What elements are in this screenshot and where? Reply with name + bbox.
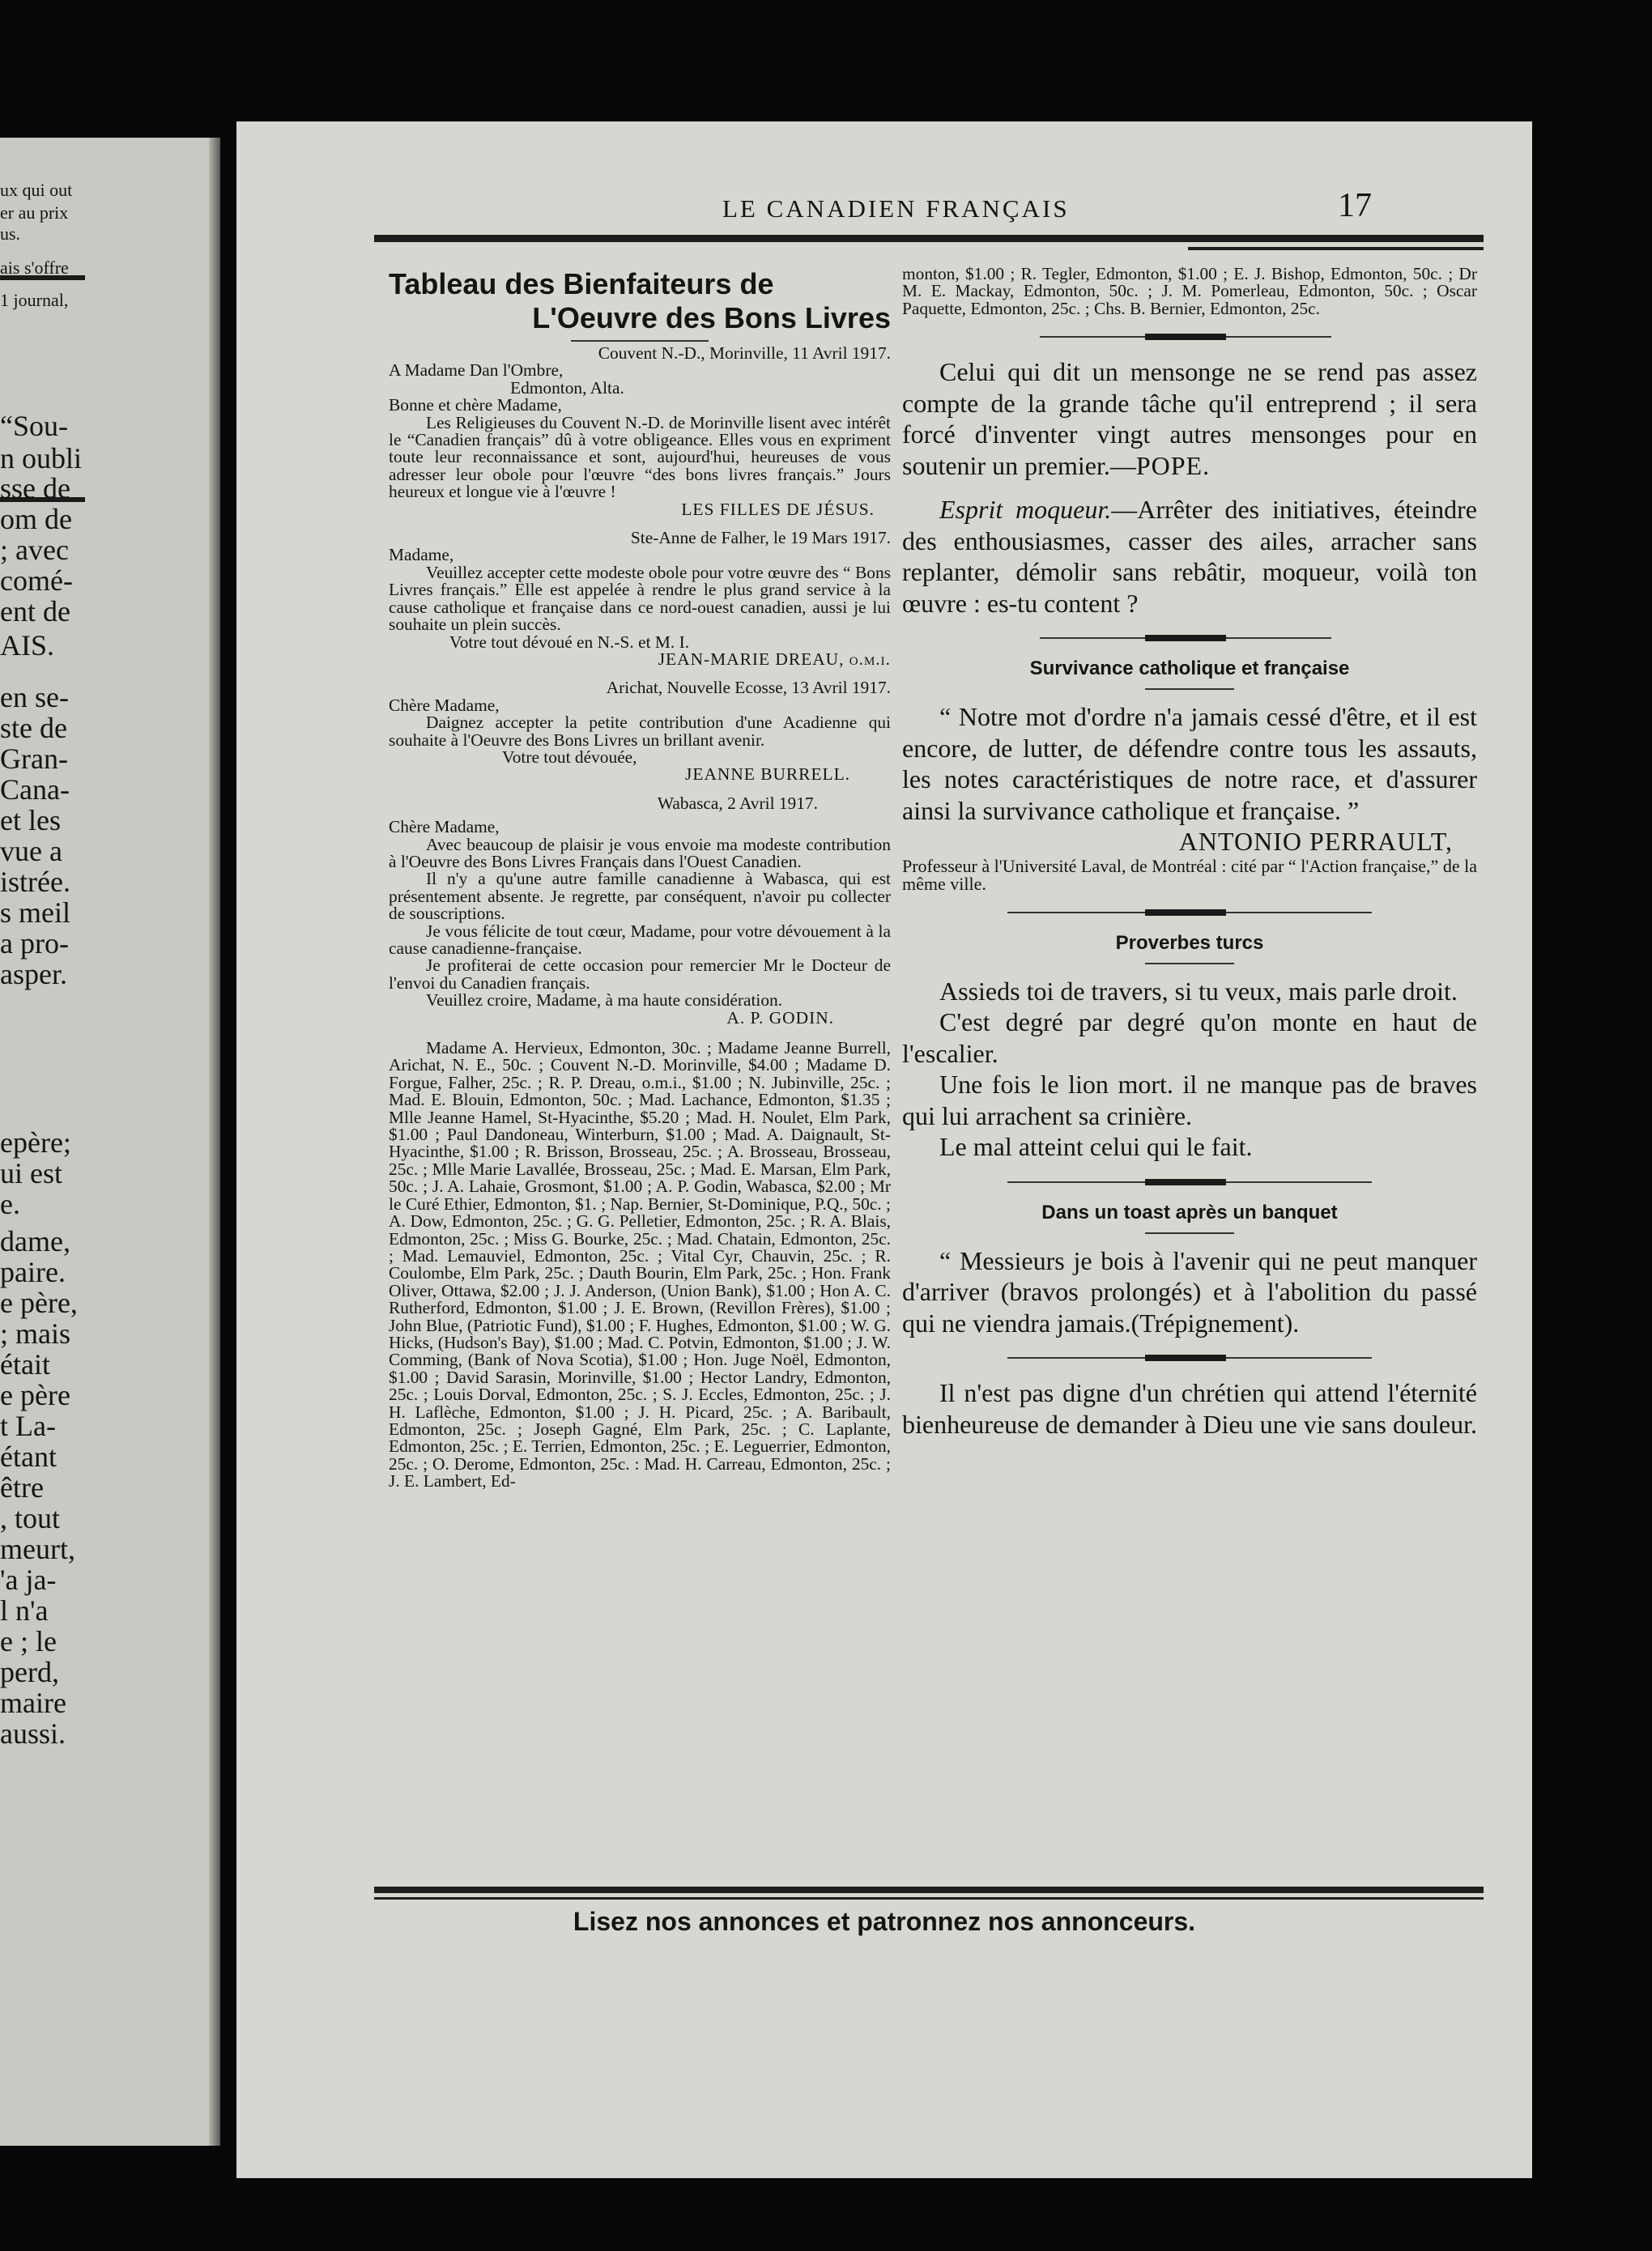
letter-signature: A. P. GODIN. xyxy=(726,1007,834,1028)
letter-place-date: Wabasca, 2 Avril 1917. xyxy=(657,793,818,813)
prev-page-line: a pro- xyxy=(0,927,69,960)
prev-page-line: l n'a xyxy=(0,1594,49,1627)
prev-page-line: s meil xyxy=(0,896,70,929)
subtitle-rule xyxy=(1145,688,1234,690)
prev-page-line: e père, xyxy=(0,1287,78,1319)
letter-salutation: Bonne et chère Madame, xyxy=(389,395,562,415)
prev-page-line: epère; xyxy=(0,1126,71,1159)
toast-text: “ Messieurs je bois à l'avenir qui ne peut manquer d'arriver (bravos prolongés) et à l'abolition du passé qui ne viendra jamais.(Trépignement). xyxy=(902,1245,1477,1338)
letter-paragraph: Veuillez croire, Madame, à ma haute considération. xyxy=(426,990,783,1011)
prev-page-line: Gran- xyxy=(0,743,68,775)
esprit-moqueur: Esprit moqueur.—Arrêter des initiatives, éteindre des enthousiasmes, casser des ailes, arracher sans replanter, démolir sans rebâtir, moqueur, voilà ton œuvre : es-tu content ? xyxy=(902,495,1478,618)
letter-closing: Votre tout dévoué en N.-S. et M. I. xyxy=(449,632,690,652)
prev-page-line: 1 journal, xyxy=(0,290,69,310)
section-title-survivance: Survivance catholique et française xyxy=(1029,657,1350,680)
letter-signature: JEAN-MARIE DREAU, o.m.i. xyxy=(658,649,891,669)
prev-page-line: , tout xyxy=(0,1502,61,1534)
section-divider xyxy=(902,332,1477,342)
prev-page-line: e ; le xyxy=(0,1625,57,1657)
title-rule xyxy=(571,340,709,342)
letter-salutation: Madame, xyxy=(389,545,454,565)
section-divider xyxy=(902,633,1477,643)
letter-body: Daignez accepter la petite contribution d'une Acadienne qui souhaite à l'Oeuvre des Bons Livres un brillant avenir. xyxy=(389,713,891,750)
header-rule xyxy=(374,235,1484,242)
left-column xyxy=(389,267,891,1491)
section-divider xyxy=(902,1177,1477,1187)
footer-rule xyxy=(374,1887,1484,1893)
page-number: 17 xyxy=(1338,187,1372,224)
prev-page-line: 'a ja- xyxy=(0,1564,57,1596)
prev-page-line: n oubli xyxy=(0,442,83,474)
letter-address: Edmonton, Alta. xyxy=(510,377,624,398)
prev-page-line: aussi. xyxy=(0,1717,66,1750)
prev-page-line: ; avec xyxy=(0,534,69,566)
article-title-line2: L'Oeuvre des Bons Livres xyxy=(532,301,891,334)
prev-page-line: e. xyxy=(0,1188,20,1220)
prev-page-line: meurt, xyxy=(0,1533,75,1565)
subtitle-rule xyxy=(1145,963,1234,964)
proverb: Une fois le lion mort. il ne manque pas de braves qui lui arrachent sa crinière. xyxy=(902,1070,1477,1130)
prev-page-line: être xyxy=(0,1471,44,1504)
letter-place-date: Arichat, Nouvelle Ecosse, 13 Avril 1917. xyxy=(606,678,891,698)
letter-paragraph: Il n'y a qu'une autre famille canadienne à Wabasca, qui est présentement absente. Je regrette, par conséquent, n'avoir pu collecter de souscriptions. xyxy=(389,869,891,924)
footer-rule-thin xyxy=(374,1897,1484,1900)
section-divider xyxy=(902,908,1477,917)
prev-page-line: asper. xyxy=(0,958,67,990)
prev-page-line: “Sou- xyxy=(0,410,68,442)
prev-page-line: e père xyxy=(0,1379,70,1411)
footer-advert: Lisez nos annonces et patronnez nos annonceurs. xyxy=(573,1907,1196,1936)
section-title-proverbes: Proverbes turcs xyxy=(1115,931,1264,954)
survivance-author: ANTONIO PERRAULT, xyxy=(1178,827,1453,857)
prev-page-line: étant xyxy=(0,1440,57,1473)
proverb: Le mal atteint celui qui le fait. xyxy=(939,1132,1253,1162)
pope-quote: Celui qui dit un mensonge ne se rend pas assez compte de la grande tâche qu'il entreprend ; il sera forcé d'inventer vingt autres mensonges pour en soutenir un premier.—POPE. xyxy=(902,357,1477,480)
page-gutter xyxy=(209,138,220,2146)
prev-page-line: ui est xyxy=(0,1157,62,1189)
letter-body: Veuillez accepter cette modeste obole pour votre œuvre des “ Bons Livres français.” Elle est appelée à rendre le plus grand service à la cause catholique et française dans ce nord-ouest canadien, aussi je lui souhaite un plein succès. xyxy=(389,562,891,635)
prev-page-line: ux qui out xyxy=(0,180,73,200)
chretien-maxim: Il n'est pas digne d'un chrétien qui attend l'éternité bienheureuse de demander à Dieu une vie sans douleur. xyxy=(902,1378,1477,1439)
prev-page-line: om de xyxy=(0,503,72,535)
page-17 xyxy=(236,121,1532,2178)
letter-closing: Votre tout dévouée, xyxy=(502,747,637,767)
prev-page-line: dame, xyxy=(0,1225,70,1257)
letter-signature: JEANNE BURRELL. xyxy=(685,764,850,785)
letter-paragraph: Je vous félicite de tout cœur, Madame, pour votre dévouement à la cause canadienne-française. xyxy=(389,921,891,958)
prev-page-line: paire. xyxy=(0,1256,66,1288)
prev-page-line: Cana- xyxy=(0,773,70,806)
article-title-line1: Tableau des Bienfaiteurs de xyxy=(389,267,774,300)
letter-salutation: Chère Madame, xyxy=(389,817,500,837)
letter-body: Les Religieuses du Couvent N.-D. de Morinville lisent avec intérêt le “Canadien français” dû à votre obligeance. Elles vous en expriment toute leur reconnaissance et sont, aujourd'hui, heureuses de vous adresser leur obole pour l'œuvre “des bons livres français.” Jours heureux et longue vie à l'œuvre ! xyxy=(389,412,891,502)
proverb: Assieds toi de travers, si tu veux, mais parle droit. xyxy=(939,976,1458,1006)
prev-page-line: ais s'offre xyxy=(0,257,69,278)
prev-page-line: sse de xyxy=(0,472,70,504)
survivance-source: Professeur à l'Université Laval, de Montréal : cité par “ l'Action française,” de la même ville. xyxy=(902,855,1477,894)
letter-place-date: Couvent N.-D., Morinville, 11 Avril 1917. xyxy=(598,343,891,363)
prev-page-line: maire xyxy=(0,1687,66,1719)
subtitle-rule xyxy=(1145,1232,1234,1234)
proverb: C'est degré par degré qu'on monte en haut de l'escalier. xyxy=(902,1007,1477,1068)
right-column xyxy=(902,266,1477,1440)
prev-page-line: ste de xyxy=(0,712,67,744)
section-divider xyxy=(902,1353,1477,1363)
survivance-quote: “ Notre mot d'ordre n'a jamais cessé d'être, et il est encore, de lutter, de défendre contre tous les assauts, les notes caractéristiques de notre race, et d'assurer ainsi la survivance catholique et française. ” xyxy=(902,702,1477,825)
proverbes-list xyxy=(902,976,1477,1163)
donor-list: Madame A. Hervieux, Edmonton, 30c. ; Madame Jeanne Burrell, Arichat, N. E., 50c. ; Couvent N.-D. Morinville, $4.00 ; Madame D. Forgue, Falher, 25c. ; R. P. Dreau, o.m.i., $1.00 ; N. Jubinville, 25c. ; Mad. E. Blouin, Edmonton, 50c. ; Mad. Lachance, Edmonton, $1.35 ; Mlle Jeanne Hamel, St-Hyacinthe, $5.20 ; Mad. H. Noulet, Elm Park, $1.00 ; Paul Dandoneau, Winterburn, $1.00 ; Mad. A. Daignault, St-Hyacinthe, $1.00 ; R. Brisson, Brosseau, 25c. ; A. Brosseau, Brosseau, 25c. ; Mlle Marie Lavallée, Brosseau, 25c. ; Mad. E. Marsan, Elm Park, 50c. ; J. A. Lahaie, Grosmont, $1.00 ; A. P. Godin, Wabasca, $2.00 ; Mr le Curé Ethier, Edmonton, $1. ; Nap. Bernier, St-Dominique, P.Q., 50c. ; A. Dow, Edmonton, 25c. ; G. G. Pelletier, Edmonton, 25c. ; R. A. Blais, Edmonton, 25c. ; Miss G. Bourke, 25c. ; Mad. Chatain, Edmonton, 25c. ; Mad. Lemauviel, Edmonton, 25c. ; Vital Cyr, Chauvin, 25c. ; R. Coulombe, Elm Park, 25c. ; Dauth Bourin, Elm Park, 25c. ; Hon. Frank Oliver, Ottawa, $2.00 ; J. J. Anderson, (Union Bank), $1.00 ; Hon A. C. Rutherford, Edmonton, $1.00 ; J. E. Brown, (Revillon Frères), $1.00 ; John Blue, (Patriotic Fund), $1.00 ; F. Hughes, Edmonton, $1.00 ; W. G. Hicks, (Hudson's Bay), $1.00 ; Mad. C. Potvin, Edmonton, $1.00 ; J. W. Comming, (Bank of Nova Scotia), $1.00 ; Hon. Juge Noël, Edmonton, $1.00 ; David Sarasin, Morinville, $1.00 ; Hector Landry, Edmonton, 25c. ; Louis Dorval, Edmonton, 25c. ; S. J. Eccles, Edmonton, 25c. ; J. H. Laflèche, Edmonton, $1.00 ; J. H. Picard, 25c. ; A. Baribault, Edmonton, 25c. ; Joseph Gagné, Elm Park, 25c. ; C. Laplante, Edmonton, 25c. ; E. Terrien, Edmonton, 25c. ; E. Leguerrier, Edmonton, 25c. ; O. Derome, Edmonton, 25c. : Mad. H. Carreau, Edmonton, 25c. ; J. E. Lambert, Ed- xyxy=(389,1038,891,1491)
prev-page-line: était xyxy=(0,1348,50,1381)
prev-page-line: vue a xyxy=(0,835,62,867)
prev-page-line: ; mais xyxy=(0,1317,70,1350)
prev-page-line: et les xyxy=(0,804,61,836)
prev-page-line: comé- xyxy=(0,564,73,597)
prev-page-line: AIS. xyxy=(0,629,55,662)
prev-page-line: t La- xyxy=(0,1410,56,1442)
letter-salutation: Chère Madame, xyxy=(389,695,500,715)
prev-page-line: istrée. xyxy=(0,866,70,898)
donor-list-continued: monton, $1.00 ; R. Tegler, Edmonton, $1.00 ; E. J. Bishop, Edmonton, 50c. ; Dr M. E. Mackay, Edmonton, 50c. ; J. M. Pomerleau, Edmonton, 50c. ; Oscar Paquette, Edmonton, 25c. ; Chs. B. Bernier, Edmonton, 25c. xyxy=(902,264,1477,318)
prev-page-line: perd, xyxy=(0,1656,59,1688)
header-rule-thin xyxy=(1188,247,1484,250)
letter-paragraph: Avec beaucoup de plaisir je vous envoie ma modeste contribution à l'Oeuvre des Bons Livres Français dans l'Ouest Canadien. xyxy=(389,834,891,871)
running-header: LE CANADIEN FRANÇAIS xyxy=(722,194,1070,223)
section-title-toast: Dans un toast après un banquet xyxy=(1041,1201,1338,1223)
prev-page-line: en se- xyxy=(0,681,69,713)
letter-addressee: A Madame Dan l'Ombre, xyxy=(389,360,564,381)
letter-place-date: Ste-Anne de Falher, le 19 Mars 1917. xyxy=(630,528,891,548)
letter-signature: LES FILLES DE JÉSUS. xyxy=(681,499,875,519)
letter-paragraph: Je profiterai de cette occasion pour remercier Mr le Docteur de l'envoi du Canadien français. xyxy=(389,955,891,993)
previous-page-edge xyxy=(0,138,220,2146)
prev-page-line: er au prix xyxy=(0,202,69,223)
prev-page-line: us. xyxy=(0,223,21,244)
prev-page-line: ent de xyxy=(0,595,70,628)
